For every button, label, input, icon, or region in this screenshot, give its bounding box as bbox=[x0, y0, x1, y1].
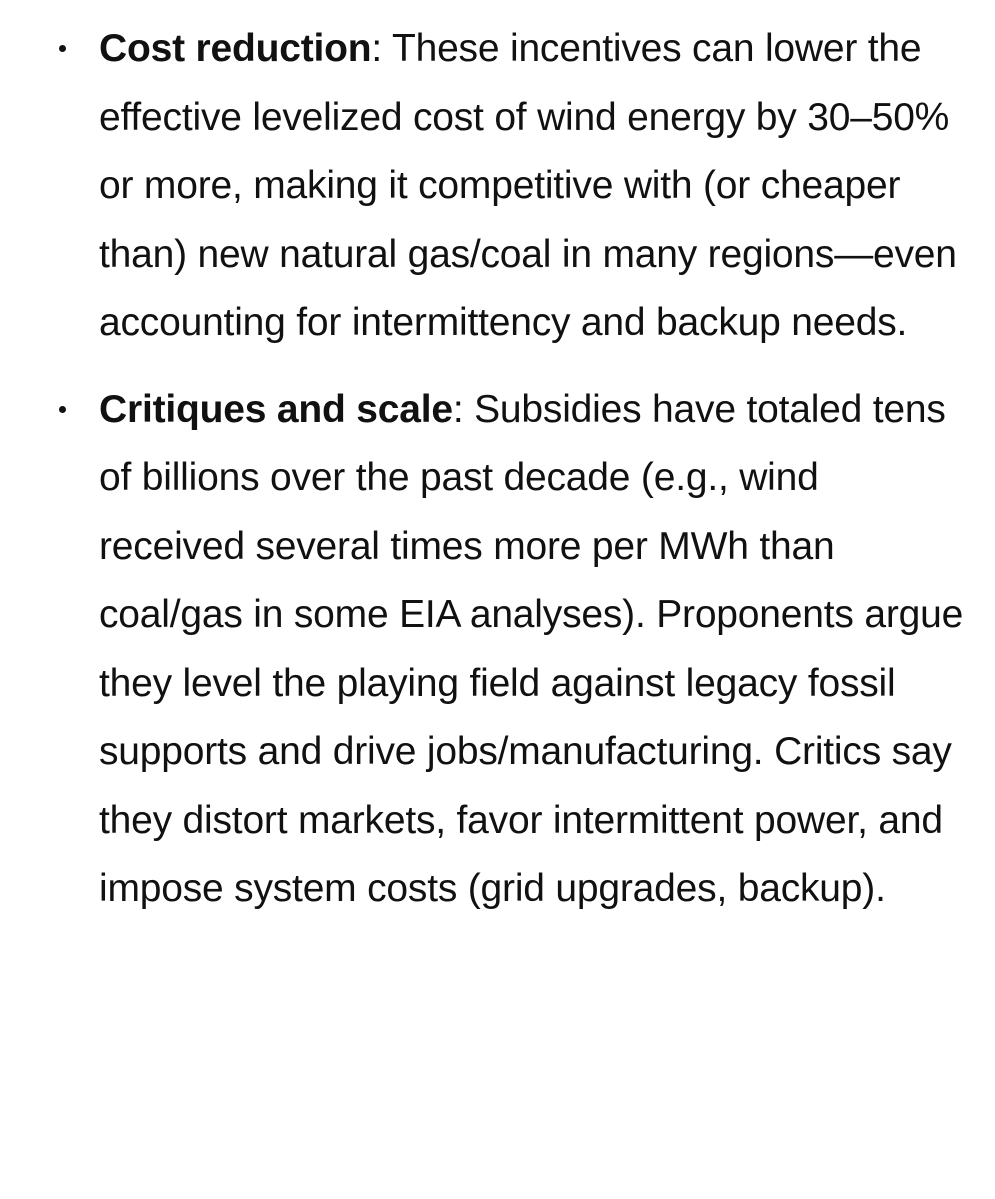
document-body bbox=[0, 15, 995, 924]
bullet-list bbox=[0, 15, 995, 924]
bullet-dot-icon bbox=[59, 45, 66, 52]
list-item-cost-reduction bbox=[0, 15, 995, 358]
list-item-critiques-and-scale bbox=[0, 376, 995, 924]
bullet-separator: : bbox=[371, 27, 392, 70]
bullet-text: Subsidies have totaled tens of billions over the past decade (e.g., wind received several times more per MWh than coal/gas in some EIA analyses). Proponents argue they level the playing field against legacy fossil supports and drive jobs/manufacturing. Critics say they distort markets, favor intermittent power, and impose system costs (grid upgrades, backup). bbox=[99, 387, 964, 910]
bullet-text: These incentives can lower the effective levelized cost of wind energy by 30–50% or more, making it competitive with (or cheaper than) new natural gas/coal in many regions—even accounting for intermittency and backup needs. bbox=[99, 27, 957, 344]
bullet-separator: : bbox=[452, 387, 475, 431]
bullet-dot-icon bbox=[59, 406, 66, 413]
bullet-term: Cost reduction bbox=[99, 27, 372, 70]
bullet-term: Critiques and scale bbox=[99, 387, 453, 431]
